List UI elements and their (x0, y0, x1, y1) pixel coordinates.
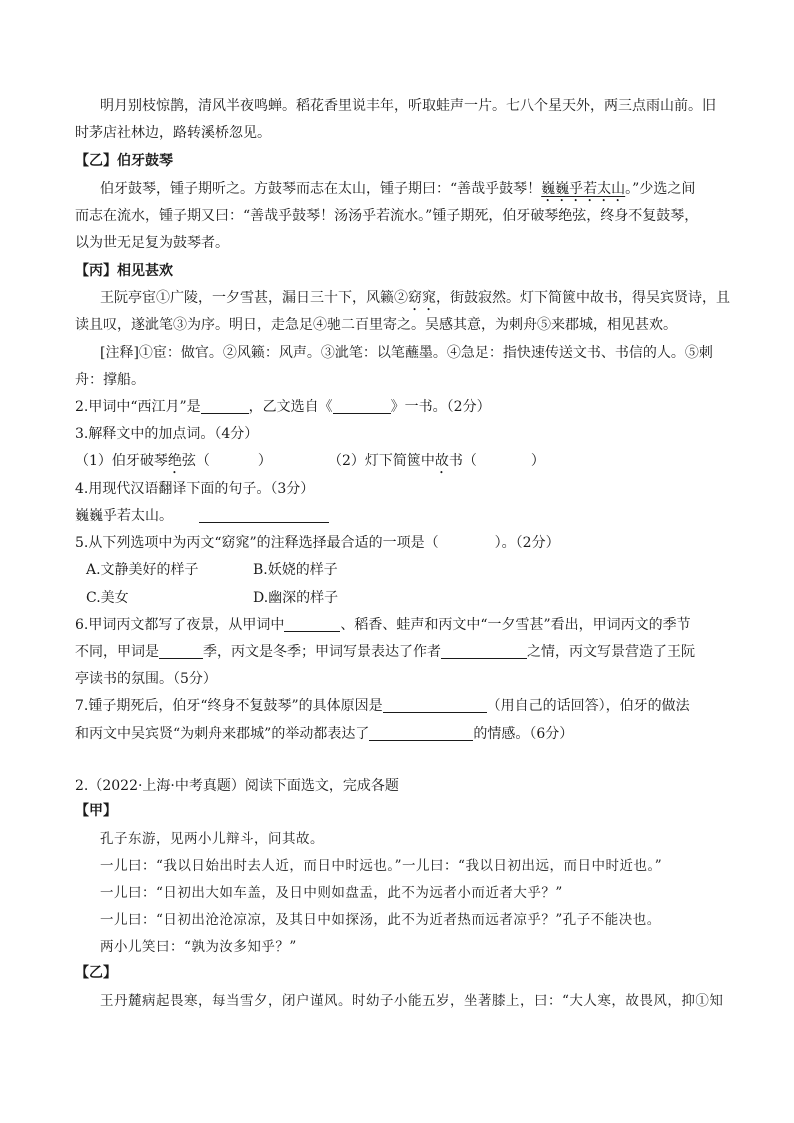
q5-text: 5.从下列选项中为丙文“窈窕”的注释选择最合适的一项是（ (75, 535, 439, 551)
answer-blank[interactable] (159, 644, 203, 659)
section-2-title: 2.（2022·上海·中考真题）阅读下面选文，完成各题 (75, 778, 399, 794)
question-2 (75, 398, 491, 416)
q3-2-dotted: 故 (434, 453, 449, 469)
answer-blank[interactable] (369, 726, 473, 741)
q3-1-open: 弦（ (181, 453, 210, 469)
q7-text-d: 的情感。（6分） (473, 726, 574, 742)
answer-blank[interactable] (201, 399, 249, 414)
poem-line-1: 明月别枝惊鹊，清风半夜鸣蝉。稻花香里说丰年，听取蛙声一片。七八个星天外，两三点雨山前。旧 (100, 98, 716, 114)
bing-line-1-a: 王阮亭宦①广陵，一夕雪甚，漏日三十下，风籁② (100, 290, 408, 306)
q7-text-b: （用自己的话回答），伯牙的做法 (486, 698, 690, 714)
q6-text-a: 6.甲词丙文都写了夜景，从甲词中 (75, 617, 285, 633)
section-heading-bing: 【丙】相见甚欢 (75, 263, 173, 279)
question-7-line-1 (75, 697, 690, 715)
q6-text-b: 、稻香、蛙声和丙文中“一夕雪甚”看出，甲词丙文的季节 (340, 617, 691, 633)
question-3: 3.解释文中的加点词。（4分） (75, 426, 259, 442)
q6-text-e: 之情，丙文写景营造了王阮 (527, 644, 695, 660)
yi-line-2: 而志在流水，锺子期又曰：“善哉乎鼓琴！汤汤乎若流水。”锺子期死，伯牙破琴绝弦，终身不复鼓琴， (75, 208, 699, 224)
q7-text-c: 和丙文中吴宾贤“为刺舟来郡城”的举动都表达了 (75, 726, 370, 742)
question-3-item-2 (328, 452, 545, 477)
jia-line-3: 一儿曰：“日初出大如车盖，及日中则如盘盂，此不为远者小而近者大乎？” (100, 885, 563, 901)
section-2-heading-jia: 【甲】 (75, 803, 117, 819)
q2-text-c: 》一书。（2分） (390, 399, 491, 415)
option-d: D.幽深的样子 (253, 590, 339, 606)
section-2-heading-yi: 【乙】 (75, 965, 117, 981)
jia-line-2: 一儿曰：“我以日始出时去人近，而日中时远也。”一儿曰：“我以日初出远，而日中时近也。” (100, 858, 663, 874)
jia-line-4: 一儿曰：“日初出沧沧凉凉，及其日中如探汤，此不为近者热而远者凉乎？”孔子不能决也。 (100, 912, 661, 928)
bing-line-1 (100, 289, 730, 314)
q3-2-close: ） (530, 453, 545, 469)
q2-text-a: 2.甲词中“西江月”是 (75, 399, 201, 415)
jia-line-1: 孔子东游，见两小儿辩斗，问其故。 (100, 831, 324, 847)
question-7-line-2 (75, 725, 573, 743)
yi-dotted-phrase: 巍巍乎若太山 (541, 181, 626, 197)
q3-2-open: 书（ (448, 453, 477, 469)
bing-line-1-b: ，街鼓寂然。灯下简篋中故书，得吴宾贤诗，且 (436, 290, 730, 306)
answer-blank[interactable] (199, 508, 329, 523)
question-3-item-1 (75, 452, 272, 477)
bing-line-2: 读且叹，遂泚笔③为序。明日，走急足④驰二百里寄之。吴感其意，为刺舟⑤来郡城，相见甚欢。 (75, 317, 677, 333)
note-line-2: 舟：撑船。 (75, 372, 145, 388)
bing-dotted-word: 窈窕 (408, 290, 436, 306)
q4-sentence-text: 巍巍乎若太山。 (75, 508, 173, 524)
q3-1-close: ） (257, 453, 272, 469)
option-b: B.妖娆的样子 (253, 562, 338, 578)
question-6-line-2 (75, 643, 695, 661)
yi-line-1-a: 伯牙鼓琴，锺子期听之。方鼓琴而志在太山，锺子期曰：“善哉乎鼓琴！ (100, 181, 542, 197)
question-4: 4.用现代汉语翻译下面的句子。（3分） (75, 481, 315, 497)
yi-line-1-b: 。”少选之间 (625, 181, 696, 197)
section-heading-yi: 【乙】伯牙鼓琴 (75, 153, 173, 169)
q5-end: ）。（2分） (494, 535, 560, 551)
yi-line-3: 以为世无足复为鼓琴者。 (75, 235, 229, 251)
question-6-line-1 (75, 616, 691, 634)
option-a: A.文静美好的样子 (86, 562, 199, 578)
q2-text-b: ，乙文选自《 (248, 399, 333, 415)
option-c: C.美女 (86, 590, 129, 606)
q3-1-text: （1）伯牙破琴 (75, 453, 168, 469)
answer-blank[interactable] (441, 644, 527, 659)
q7-text-a: 7.锺子期死后，伯牙“终身不复鼓琴”的具体原因是 (75, 698, 383, 714)
question-6-line-3: 亭读书的氛围。（5分） (75, 671, 217, 687)
answer-blank[interactable] (284, 617, 340, 632)
q3-2-text: （2）灯下简篋中 (328, 453, 435, 469)
answer-blank[interactable] (333, 399, 391, 414)
q6-text-c: 不同，甲词是 (75, 644, 159, 660)
question-5 (75, 534, 560, 552)
poem-line-2: 时茅店社林边，路转溪桥忽见。 (75, 125, 271, 141)
section-2-yi-line-1: 王丹麓病起畏寒，每当雪夕，闭户谨风。时幼子小能五岁，坐著膝上，曰：“大人寒，故畏风，抑①知 (100, 993, 724, 1009)
question-4-sentence (75, 507, 329, 525)
jia-line-5: 两小儿笑曰：“孰为汝多知乎？” (100, 939, 297, 955)
q6-text-d: 季，丙文是冬季；甲词写景表达了作者 (203, 644, 441, 660)
answer-blank[interactable] (383, 698, 487, 713)
note-line-1: [注释]①宦：做官。②风籁：风声。③泚笔：以笔蘸墨。④急足：指快速传送文书、书信的人。⑤刺 (100, 345, 713, 361)
q3-1-dotted: 绝 (167, 453, 182, 469)
yi-line-1 (100, 180, 695, 205)
